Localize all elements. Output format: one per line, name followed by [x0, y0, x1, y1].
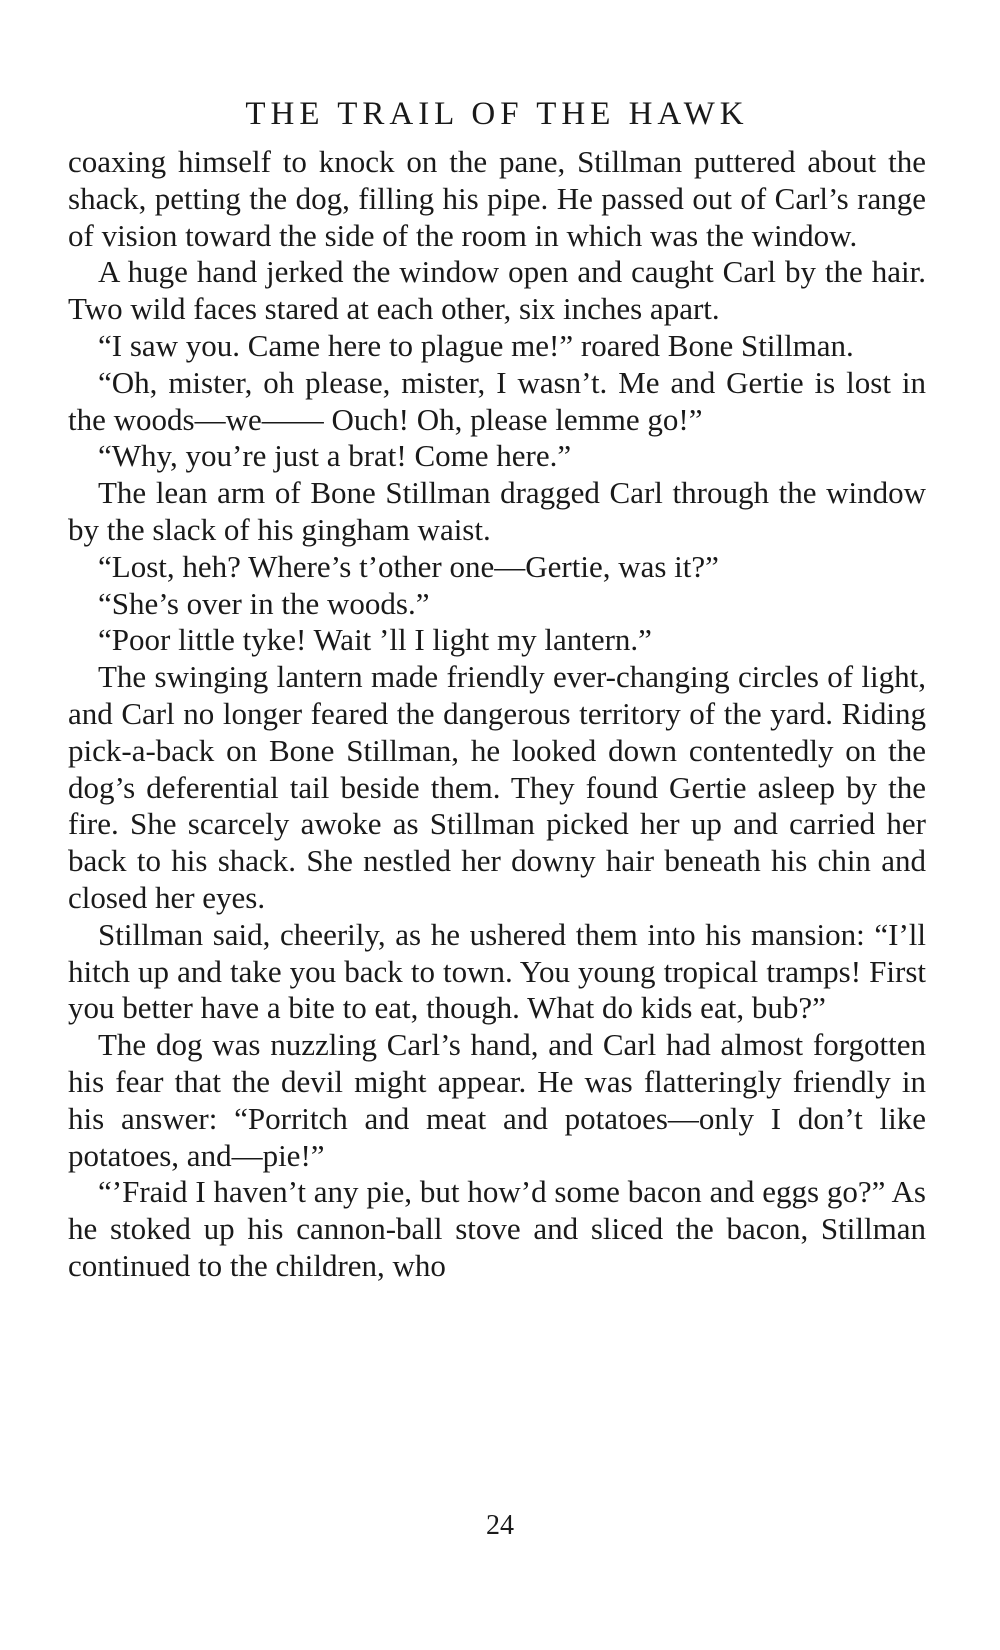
- paragraph: coaxing himself to knock on the pane, Stillman puttered about the shack, petting the dog, filling his pipe. He passed out of Carl’s range of vision toward the side of the room in which was the window.: [68, 144, 926, 253]
- running-head: THE TRAIL OF THE HAWK: [245, 96, 749, 132]
- book-page: [68, 92, 926, 1285]
- paragraph: “Why, you’re just a brat! Come here.”: [98, 438, 572, 474]
- paragraph: The dog was nuzzling Carl’s hand, and Carl had almost forgotten his fear that the devil might appear. He was flatteringly friendly in his answer: “Porritch and meat and potatoes—only I don’t like potatoes, and—pie!”: [68, 1027, 926, 1173]
- body-text: [68, 144, 926, 1285]
- page-number: 24: [486, 1510, 514, 1541]
- paragraph: A huge hand jerked the window open and caught Carl by the hair. Two wild faces stared at each other, six inches apart.: [68, 254, 926, 327]
- paragraph: “Poor little tyke! Wait ’ll I light my lantern.”: [98, 622, 652, 658]
- paragraph: “I saw you. Came here to plague me!” roared Bone Stillman.: [98, 327, 854, 363]
- paragraph: “She’s over in the woods.”: [98, 585, 430, 621]
- paragraph: “’Fraid I haven’t any pie, but how’d some bacon and eggs go?” As he stoked up his cannon-ball stove and sliced the bacon, Stillman continued to the children, who: [68, 1174, 926, 1283]
- paragraph: The swinging lantern made friendly ever-changing circles of light, and Carl no longer feared the dangerous territory of the yard. Riding pick-a-back on Bone Stillman, he looked down contentedly on the dog’s deferential tail beside them. They found Gertie asleep by the fire. She scarcely awoke as Stillman picked her up and carried her back to his shack. She nestled her downy hair beneath his chin and closed her eyes.: [68, 659, 926, 915]
- paragraph: The lean arm of Bone Stillman dragged Carl through the window by the slack of his gingham waist.: [68, 475, 926, 547]
- paragraph: “Lost, heh? Where’s t’other one—Gertie, was it?”: [98, 548, 719, 584]
- paragraph: Stillman said, cheerily, as he ushered them into his mansion: “I’ll hitch up and take you back to town. You young tropical tramps! First you better have a bite to eat, though. What do kids eat, bub?”: [68, 916, 926, 1026]
- paragraph: “Oh, mister, oh please, mister, I wasn’t. Me and Gertie is lost in the woods—we—— Ouch! Oh, please lemme go!”: [68, 364, 926, 437]
